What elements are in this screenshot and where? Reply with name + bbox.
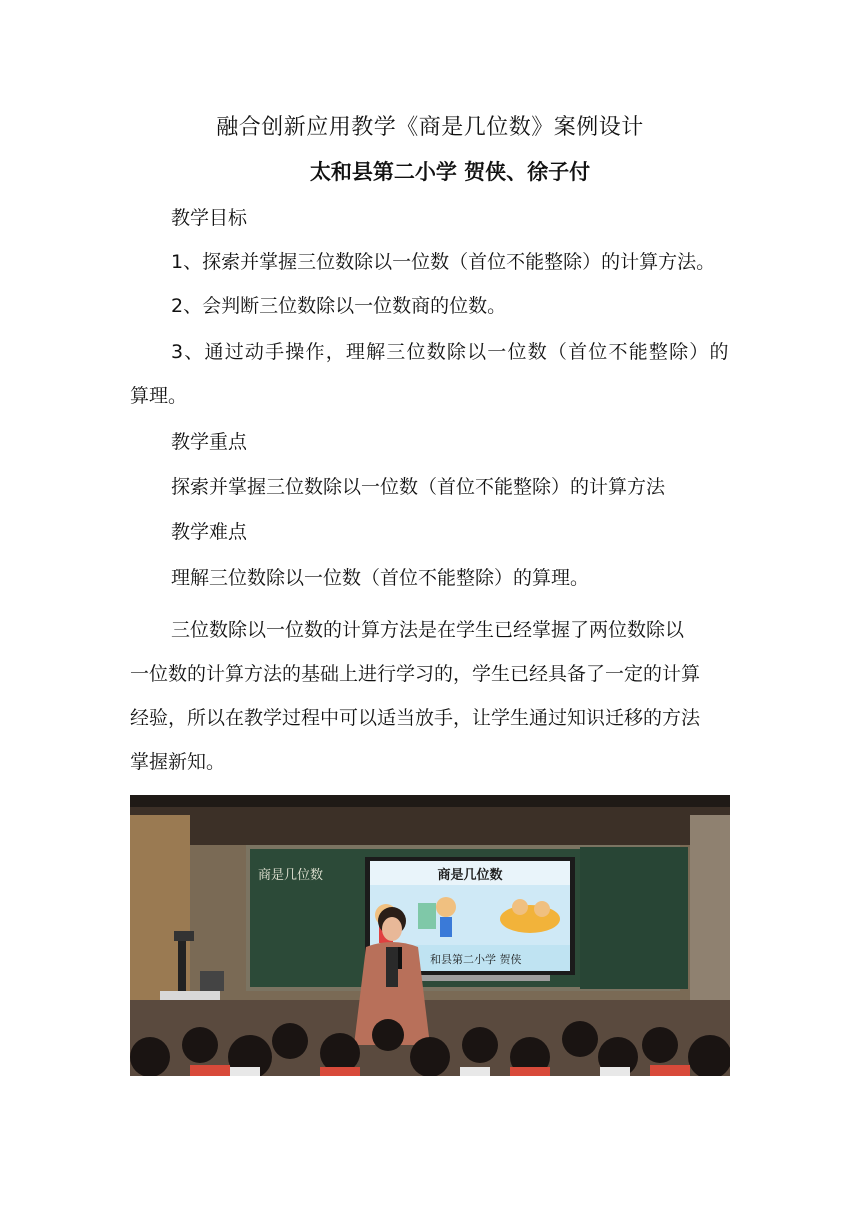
body-paragraph bbox=[130, 608, 730, 784]
screen-title: 商是几位数 bbox=[437, 868, 503, 883]
difficulty-heading: 教学难点 bbox=[171, 521, 248, 543]
screen-caption: 和县第二小学 贺侠 bbox=[430, 953, 522, 966]
difficulty-text: 理解三位数除以一位数（首位不能整除）的算理。 bbox=[171, 567, 590, 589]
body-line-4: 掌握新知。 bbox=[130, 751, 226, 773]
objectives-heading: 教学目标 bbox=[171, 207, 248, 229]
objective-3-line1: 3、通过动手操作，理解三位数除以一位数（首位不能整除）的 bbox=[171, 341, 730, 363]
body-line-1: 三位数除以一位数的计算方法是在学生已经掌握了两位数除以 bbox=[171, 619, 685, 641]
body-line-3: 经验，所以在教学过程中可以适当放手，让学生通过知识迁移的方法 bbox=[130, 707, 701, 729]
objective-2: 2、会判断三位数除以一位数商的位数。 bbox=[171, 295, 507, 317]
document-author: 太和县第二小学 贺侠、徐子付 bbox=[309, 160, 591, 184]
blackboard-text: 商是几位数 bbox=[258, 868, 324, 883]
document-title: 融合创新应用教学《商是几位数》案例设计 bbox=[216, 115, 644, 140]
key-point-text: 探索并掌握三位数除以一位数（首位不能整除）的计算方法 bbox=[171, 476, 666, 498]
classroom-photo bbox=[130, 795, 730, 1076]
body-line-2: 一位数的计算方法的基础上进行学习的，学生已经具备了一定的计算 bbox=[130, 663, 701, 685]
objective-3-line2: 算理。 bbox=[130, 385, 188, 407]
objective-1: 1、探索并掌握三位数除以一位数（首位不能整除）的计算方法。 bbox=[171, 251, 716, 273]
key-point-heading: 教学重点 bbox=[171, 431, 248, 453]
